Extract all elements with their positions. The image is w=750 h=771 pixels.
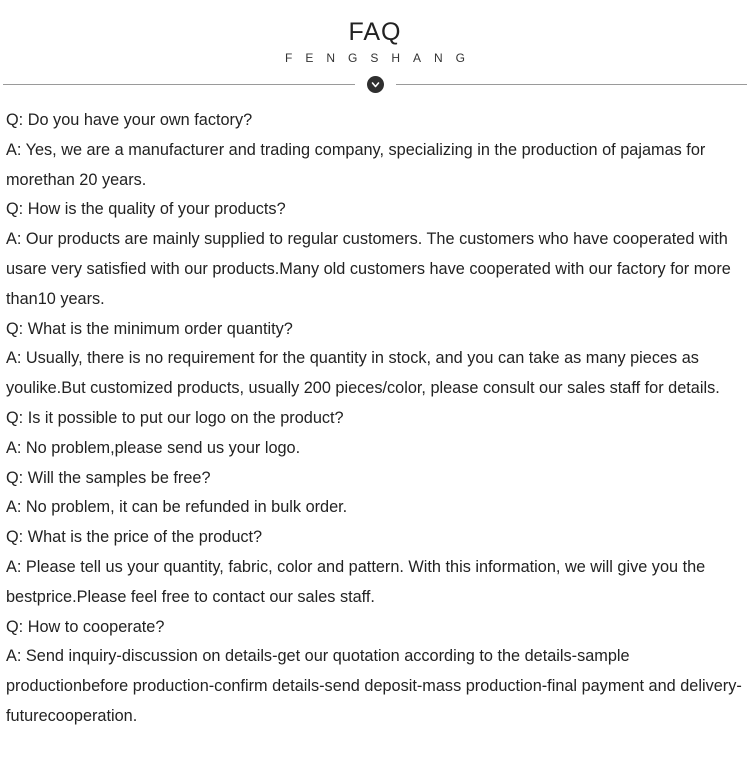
divider-left <box>3 84 355 85</box>
chevron-down-icon <box>367 76 384 93</box>
faq-question: Q: Do you have your own factory? <box>6 111 253 129</box>
faq-answer: A: No problem, it can be refunded in bulk order. <box>6 498 348 517</box>
faq-header <box>0 0 750 100</box>
faq-question: Q: Is it possible to put our logo on the product? <box>6 408 344 427</box>
faq-question: Q: How is the quality of your products? <box>6 200 286 219</box>
page-title: FAQ <box>348 18 402 46</box>
faq-question: Q: What is the price of the product? <box>6 528 263 547</box>
faq-answer: A: Please tell us your quantity, fabric, color and pattern. With this information, we will give you the bestprice.Please feel free to contact our sales staff. <box>6 557 706 606</box>
faq-list <box>6 106 746 732</box>
faq-question: Q: Will the samples be free? <box>6 468 211 487</box>
divider-right <box>396 84 747 85</box>
faq-answer: A: No problem,please send us your logo. <box>6 438 301 457</box>
faq-answer: A: Our products are mainly supplied to regular customers. The customers who have cooperated with usare very satisfied with our products.Many old customers have cooperated with our factory for more than10 years. <box>6 230 731 308</box>
faq-question: Q: What is the minimum order quantity? <box>6 319 293 338</box>
faq-answer: A: Send inquiry-discussion on details-get our quotation according to the details-sample productionbefore production-confirm details-send deposit-mass production-final payment and delivery-futurecooperation. <box>6 647 742 725</box>
faq-answer: A: Yes, we are a manufacturer and trading company, specializing in the production of pajamas for morethan 20 years. <box>6 140 706 189</box>
faq-answer: A: Usually, there is no requirement for the quantity in stock, and you can take as many pieces as youlike.But customized products, usually 200 pieces/color, please consult our sales staff for details. <box>6 349 720 398</box>
faq-question: Q: How to cooperate? <box>6 617 165 636</box>
brand-subtitle: FENGSHANG <box>284 51 478 65</box>
